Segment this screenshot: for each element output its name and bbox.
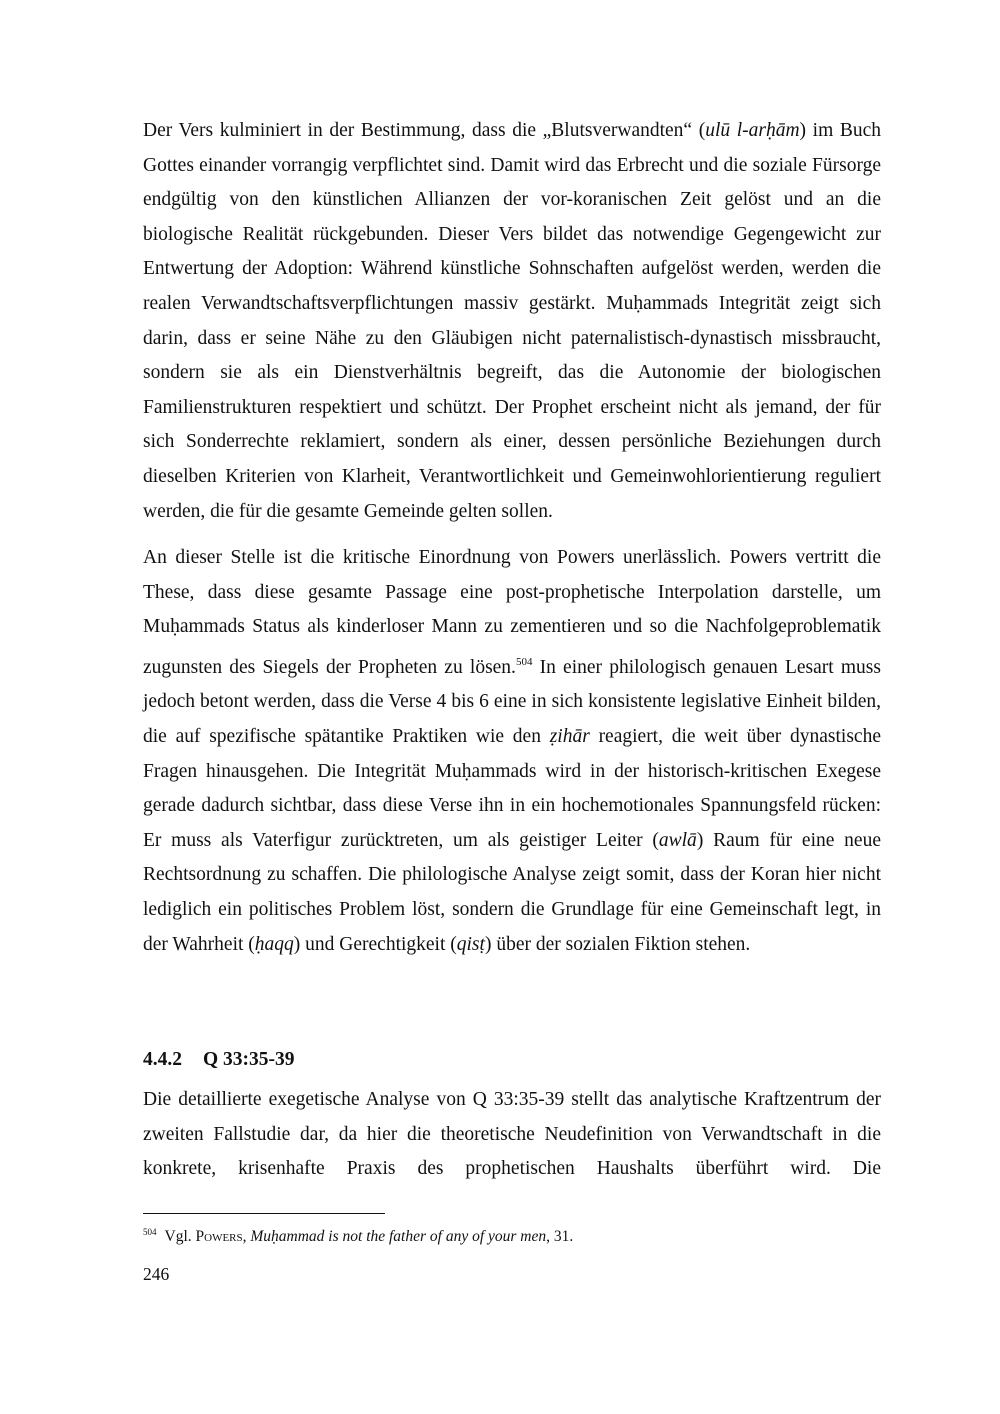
body-paragraph-1: [143, 114, 881, 529]
footnote-prefix: Vgl.: [164, 1228, 196, 1245]
p1-text-a: Der Vers kulminiert in der Bestimmung, dass die „Blutsverwandten“ (: [143, 120, 706, 141]
p2-term-zihar: ẓihār: [549, 725, 590, 747]
section-heading: [143, 1049, 295, 1071]
footnote-suffix: , 31.: [546, 1228, 574, 1245]
section-title: Q 33:35-39: [203, 1049, 295, 1070]
footnote-title: Muḥammad is not the father of any of your men: [250, 1228, 547, 1245]
p2-text-b: In einer philologisch genauen Lesart muss jedoch betont werden, dass die Verse 4 bis 6 eine in sich konsistente legislative Einheit bilden, die auf spezifische spätantike Praktiken wie den: [143, 656, 881, 747]
body-paragraph-3: [143, 1083, 881, 1187]
p2-text-e: ) und Gerechtigkeit (: [293, 933, 457, 955]
section-number: 4.4.2: [143, 1049, 182, 1070]
footnote-separator: [143, 1213, 385, 1214]
footnote-author: Powers: [195, 1228, 243, 1245]
page-number: 246: [143, 1264, 170, 1284]
p2-text-d: ) Raum für eine neue Rechtsordnung zu schaffen. Die philologische Analyse zeigt somit, dass der Koran hier nicht lediglich ein politisches Problem löst, sondern die Grundlage für eine Gemeinschaft legt, in der Wahrheit (: [143, 829, 881, 955]
p2-term-qist: qisṭ: [456, 933, 485, 955]
p1-text-b: ) im Buch Gottes einander vorrangig verpflichtet sind. Damit wird das Erbrecht und die soziale Fürsorge endgültig von den künstlichen Allianzen der vor-koranischen Zeit gelöst und an die biologische Realität rückgebunden. Dieser Vers bildet das notwendige Gegengewicht zur Entwertung der Adoption: Während künstliche Sohnschaften aufgelöst werden, werden die realen Verwandtschaftsverpflichtungen massiv gestärkt. Muḥammads Integrität zeigt sich darin, dass er seine Nähe zu den Gläubigen nicht paternalistisch-dynastisch missbraucht, sondern sie als ein Dienstverhältnis begreift, das die Autonomie der biologischen Familienstrukturen respektiert und schützt. Der Prophet erscheint nicht als jemand, der für sich Sonderrechte reklamiert, sondern als einer, dessen persönliche Beziehungen durch dieselben Kriterien von Klarheit, Verantwortlichkeit und Gemeinwohlorientierung reguliert werden, die für die gesamte Gemeinde gelten sollen.: [143, 120, 881, 522]
p2-text-c: reagiert, die weit über dynastische Fragen hinausgehen. Die Integrität Muḥammads wird in der historisch-kritischen Exegese gerade dadurch sichtbar, dass diese Verse ihn in ein hochemotionales Spannungsfeld rücken: Er muss als Vaterfigur zurücktreten, um als geistiger Leiter (: [143, 725, 881, 851]
footnote-504: $^{504}$ Vgl. Powers, Muḥammad is not the father of any of your men, 31.: [143, 1227, 574, 1245]
p1-term-ulu-l-arham: ulū l-arḥām: [705, 120, 800, 141]
p2-text-f: ) über der sozialen Fiktion stehen.: [484, 933, 751, 955]
footnote-reference-504[interactable]: 504: [515, 655, 533, 668]
footnote-marker: 504: [143, 1227, 157, 1237]
p2-text-a: An dieser Stelle ist die kritische Einordnung von Powers unerlässlich. Powers vertritt die These, dass diese gesamte Passage eine post-prophetische Interpolation darstelle, um Muḥammads Status als kinderloser Mann zu zementieren und so die Nachfolgeproblematik zugunsten des Siegels der Propheten zu lösen.: [143, 547, 881, 678]
p2-term-awla: awlā: [658, 829, 697, 851]
p3-text: Die detaillierte exegetische Analyse von Q 33:35-39 stellt das analytische Kraftzentrum der zweiten Fallstudie dar, da hier die theoretische Neudefinition von Verwandtschaft in die konkrete, krisenhafte Praxis des prophetischen Haushalts überführt wird. Die: [143, 1089, 881, 1180]
p2-term-haqq: ḥaqq: [254, 933, 294, 955]
body-paragraph-2: [143, 541, 881, 962]
